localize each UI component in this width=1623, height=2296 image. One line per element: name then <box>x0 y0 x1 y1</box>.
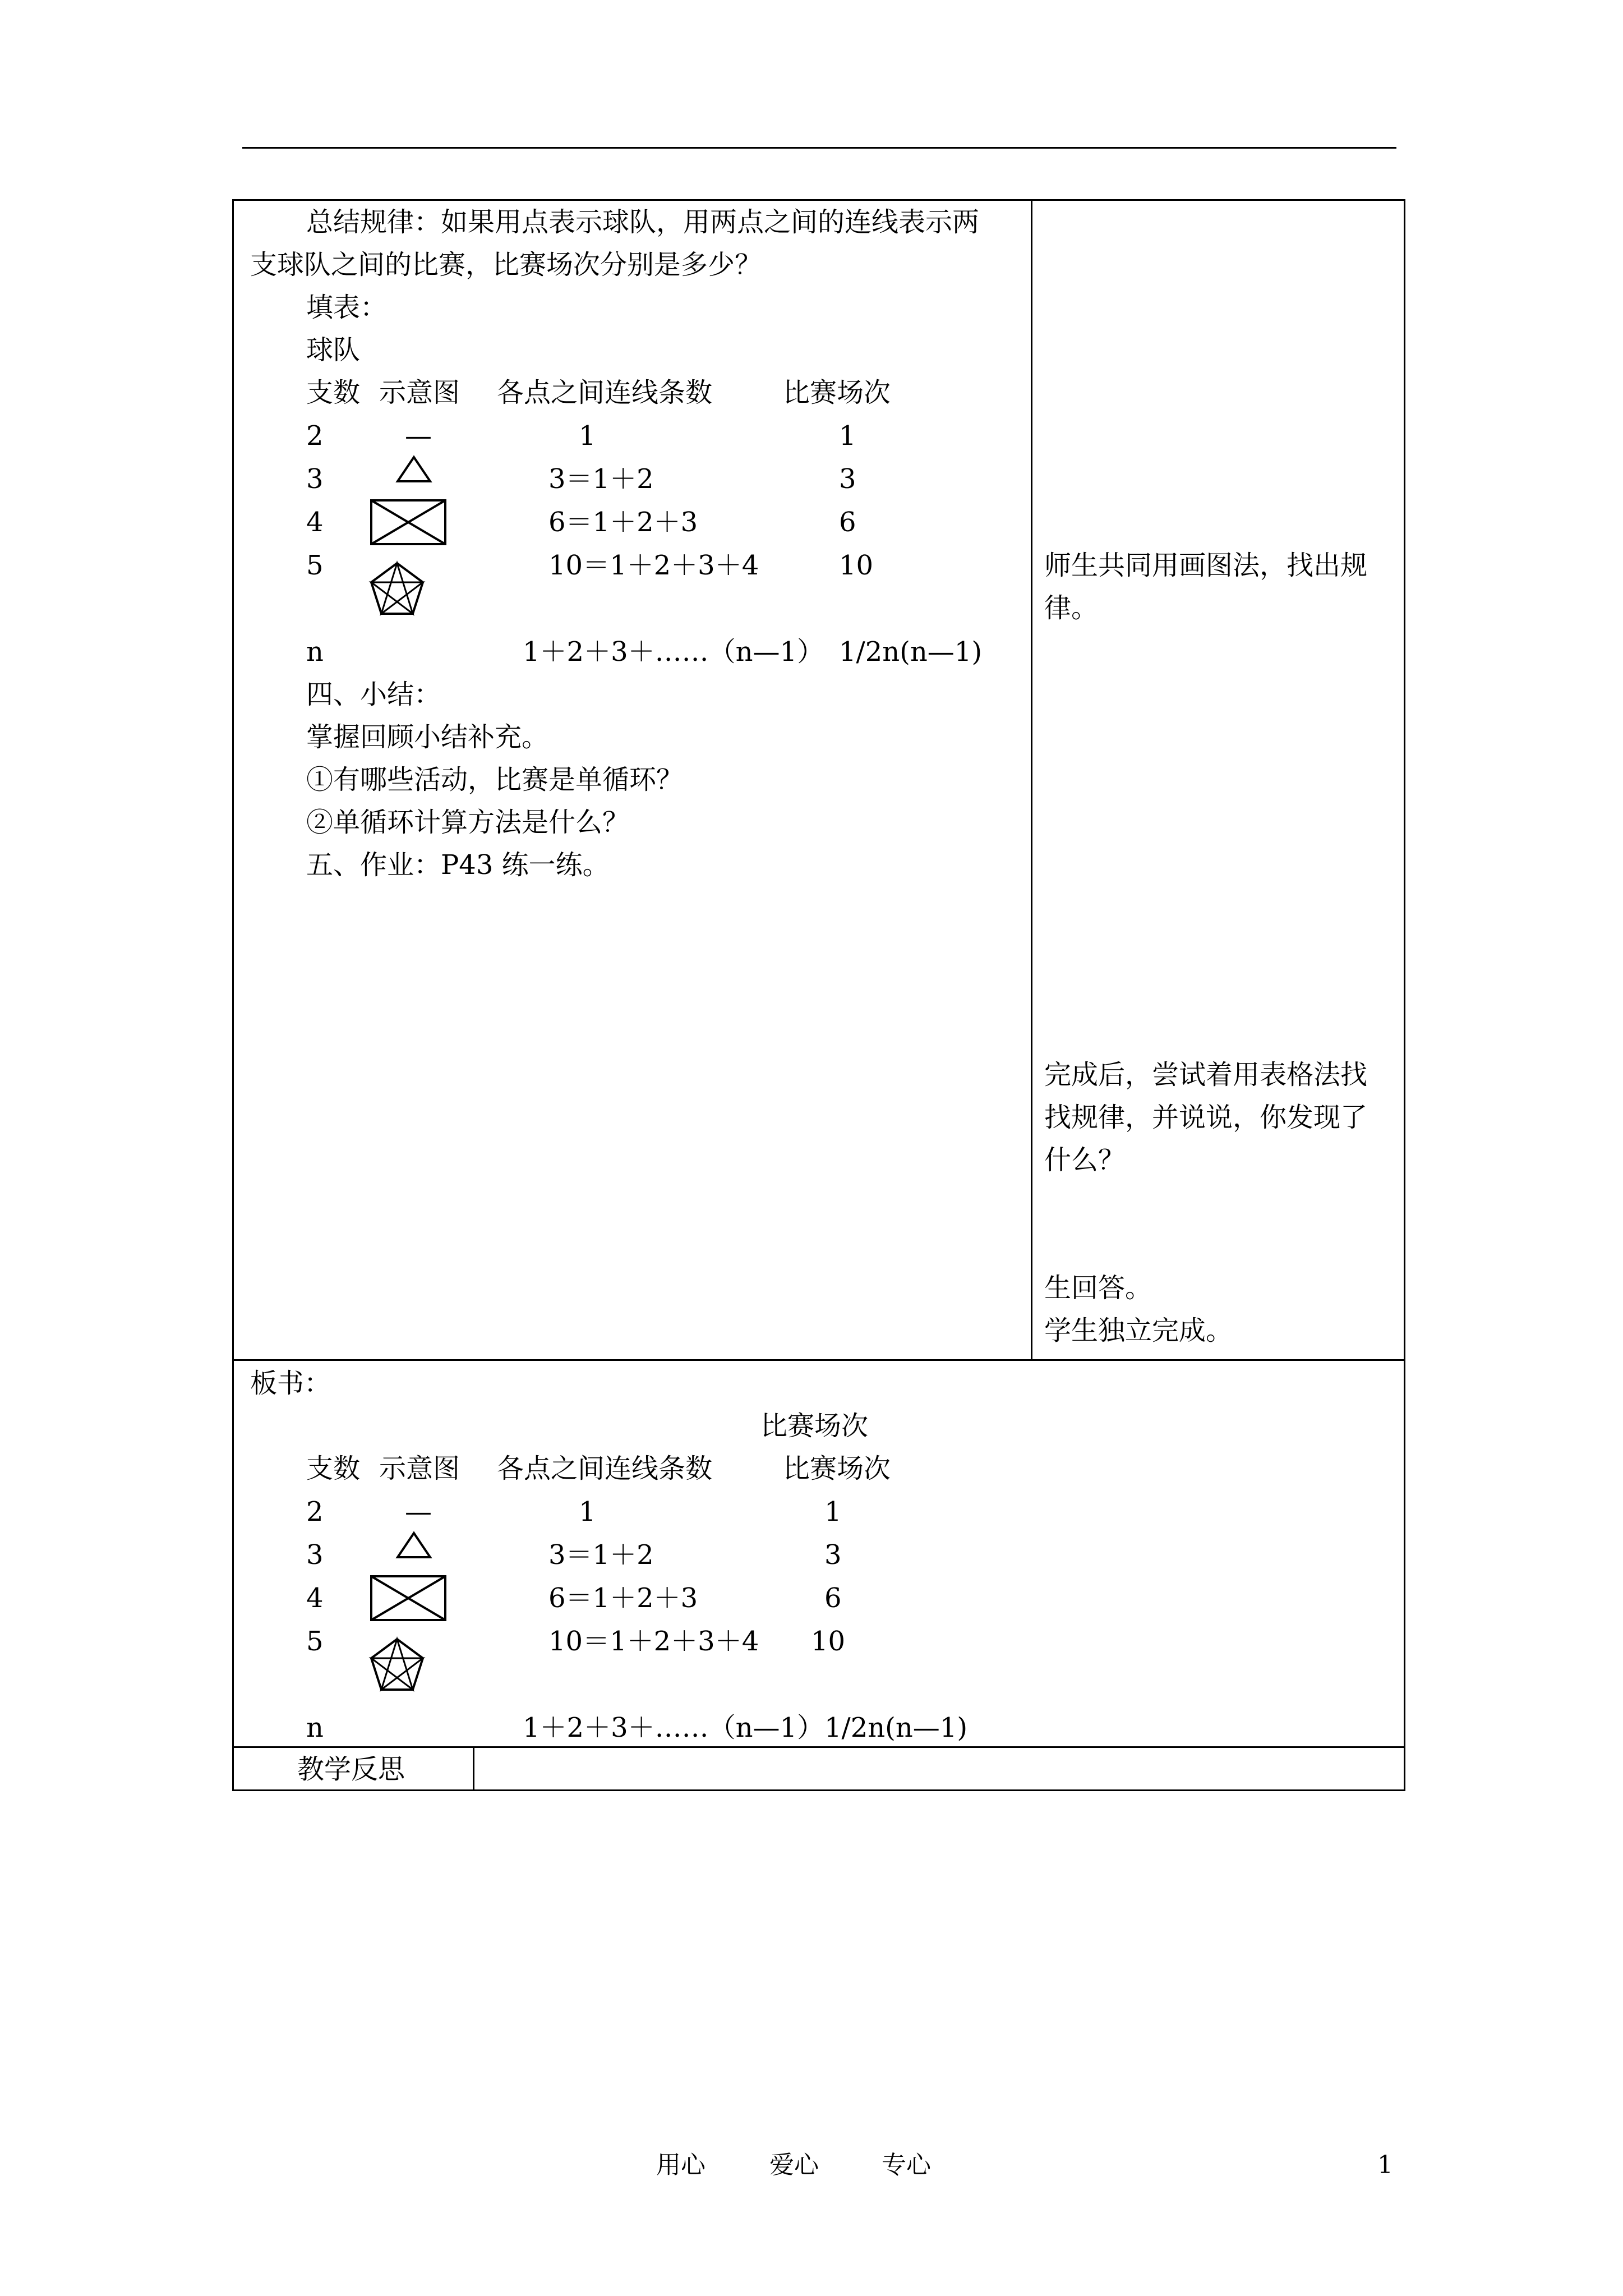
row-n: 5 <box>306 550 324 581</box>
board-row-n: 5 <box>306 1626 324 1657</box>
row-n: 3 <box>306 463 324 495</box>
board-header-diagram: 示意图 <box>379 1453 460 1484</box>
board-row-matches: 1 <box>824 1496 842 1527</box>
header-rule <box>242 147 1396 149</box>
footer-motto-1: 用心 <box>656 2151 706 2179</box>
board-rectangle-diagram-icon <box>370 1575 446 1621</box>
table-bottom-border <box>232 1789 1405 1791</box>
row-lines: 10＝1＋2＋3＋4 <box>548 550 759 581</box>
header-diagram: 示意图 <box>379 377 460 408</box>
board-row-n: 4 <box>306 1582 324 1614</box>
team-label: 球队 <box>306 334 361 366</box>
board-title: 比赛场次 <box>760 1410 869 1442</box>
row-matches: 1 <box>839 420 856 452</box>
row-lines: 6＝1＋2＋3 <box>548 507 698 538</box>
board-general-lines: 1＋2＋3＋……（n—1） <box>523 1712 824 1743</box>
table-top-border <box>232 199 1405 201</box>
board-row-n: 2 <box>306 1496 324 1527</box>
side-note-1-line-1: 师生共同用画图法，找出规 <box>1044 550 1368 581</box>
side-note-1-line-2: 律。 <box>1044 592 1099 624</box>
footer-motto-2: 爱心 <box>769 2151 819 2179</box>
board-row-matches: 3 <box>824 1539 842 1571</box>
question-2: ②单循环计算方法是什么？ <box>306 807 630 838</box>
summary-line-1: 总结规律：如果用点表示球队，用两点之间的连线表示两 <box>306 206 980 238</box>
board-row-lines: 1 <box>579 1496 596 1527</box>
board-pentagon-star-diagram-icon <box>368 1637 426 1693</box>
side-note-2-line-1: 完成后，尝试着用表格法找 <box>1044 1059 1368 1091</box>
table-right-border <box>1404 199 1405 1791</box>
header-lines: 各点之间连线条数 <box>497 377 713 408</box>
side-note-4: 学生独立完成。 <box>1044 1315 1233 1346</box>
side-note-2-line-3: 什么？ <box>1044 1144 1126 1176</box>
row-divider-reflection <box>232 1746 1405 1748</box>
board-row-lines: 10＝1＋2＋3＋4 <box>548 1626 759 1657</box>
board-row-lines: 6＝1＋2＋3 <box>548 1582 698 1614</box>
row-n: 2 <box>306 420 324 452</box>
fill-table-label: 填表： <box>306 292 388 323</box>
row-matches: 3 <box>839 463 856 495</box>
side-note-3: 生回答。 <box>1044 1272 1152 1304</box>
board-general-matches: 1/2n(n—1) <box>824 1712 968 1743</box>
board-row-diagram-dash: — <box>405 1496 432 1527</box>
board-row-matches: 6 <box>824 1582 842 1614</box>
side-note-2-line-2: 找规律，并说说，你发现了 <box>1044 1102 1368 1133</box>
board-header-lines: 各点之间连线条数 <box>497 1453 713 1484</box>
triangle-diagram-icon <box>396 455 432 484</box>
pentagon-star-diagram-icon <box>368 561 426 617</box>
reflection-divider <box>473 1746 474 1791</box>
header-count: 支数 <box>306 377 361 408</box>
general-n: n <box>306 636 324 668</box>
summary-line-2: 支球队之间的比赛，比赛场次分别是多少？ <box>250 249 762 280</box>
rectangle-diagram-icon <box>370 499 446 545</box>
row-divider-board <box>232 1359 1405 1361</box>
table-left-border <box>232 199 234 1791</box>
row-diagram-dash: — <box>405 420 432 452</box>
homework: 五、作业：P43 练一练。 <box>306 849 610 881</box>
board-general-n: n <box>306 1712 324 1743</box>
column-divider <box>1031 199 1032 1360</box>
row-lines: 1 <box>579 420 596 452</box>
board-row-lines: 3＝1＋2 <box>548 1539 654 1571</box>
summary-text: 掌握回顾小结补充。 <box>306 721 549 753</box>
board-row-matches: 10 <box>811 1626 846 1657</box>
summary-heading: 四、小结： <box>306 679 441 710</box>
footer-motto-3: 专心 <box>882 2151 931 2179</box>
question-1: ①有哪些活动，比赛是单循环？ <box>306 764 684 795</box>
reflection-label: 教学反思 <box>297 1754 405 1785</box>
header-matches: 比赛场次 <box>783 377 891 408</box>
row-matches: 10 <box>839 550 874 581</box>
board-label: 板书： <box>250 1368 331 1399</box>
board-row-n: 3 <box>306 1539 324 1571</box>
general-lines: 1＋2＋3＋……（n—1） <box>523 636 824 668</box>
board-header-matches: 比赛场次 <box>783 1453 891 1484</box>
board-triangle-diagram-icon <box>396 1531 432 1559</box>
row-lines: 3＝1＋2 <box>548 463 654 495</box>
row-matches: 6 <box>839 507 856 538</box>
page-number: 1 <box>1377 2151 1393 2179</box>
board-header-count: 支数 <box>306 1453 361 1484</box>
row-n: 4 <box>306 507 324 538</box>
general-matches: 1/2n(n—1) <box>839 636 983 668</box>
